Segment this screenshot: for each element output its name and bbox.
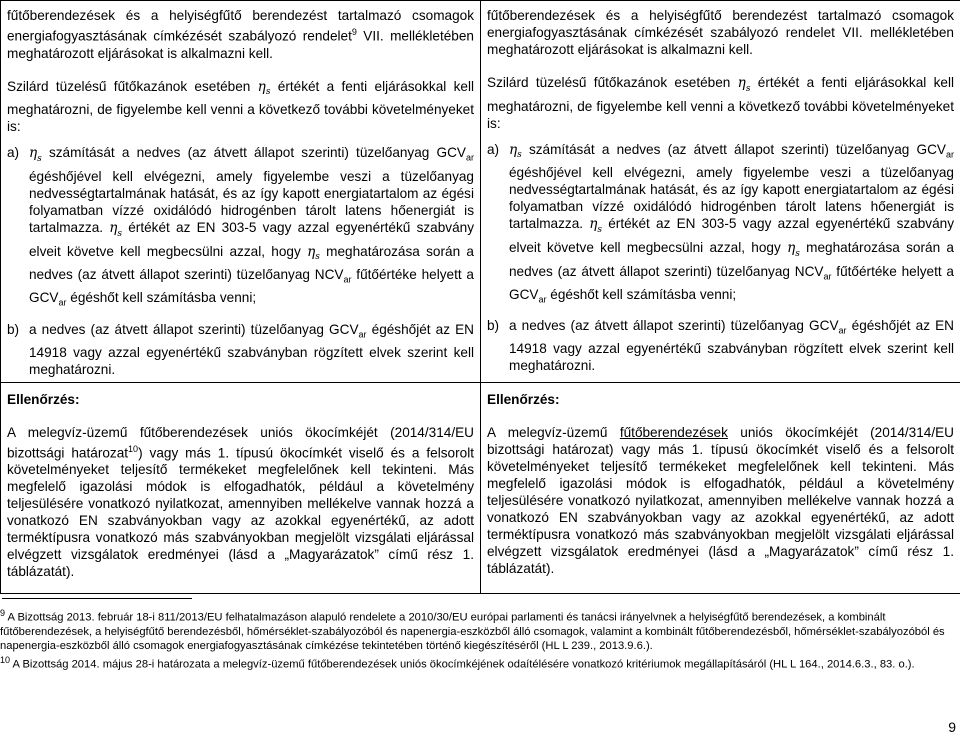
right-verification-text: A melegvíz-üzemű fűtőberendezések uniós ökocímkéjét (2014/314/EU bizottsági határozat) vagy más 1. típusú ökocímkét viselő és a felsorolt követelményeket teljesítő termékeket megfelelőnek kell tekinteni. Más megfelelő igazolási módok is elfogadhatók, például a követelmény teljesülésére vonatkozó nyilatkozat, amennyiben mellékelve vannak hozzá a vonatkozó EN szabványokban vagy az azokkal egyenértékű, az adott terméktípusra vonatkozó más szabványokban megjelölt vizsgálati eljárással elvégzett vizsgálatok eredményei (lásd a „Magyarázatok” című rész 1. táblázatát).	[487, 424, 954, 576]
right-verification-cell	[481, 382, 960, 593]
table-row	[1, 382, 960, 593]
left-verification-heading: Ellenőrzés:	[7, 391, 80, 407]
footnote-9: $^9$ A Bizottság 2013. február 18-i 811/2013/EU felhatalmazáson alapuló rendelete a 2010/30/EU európai parlamenti és tanácsi irányelvnek a helyiségfűtő berendezések, a kombinált fűtőberendezések, a helyiségfűtő berendezésből, hőmérséklet-szabályozóból és napenergia-eszközből álló csomagok, valamint a kombinált fűtőberendezésből, hőmérséklet-szabályozóból és napenergia-eszközből álló csomagok energiafogyasztásának címkézése tekintetében történő kiegészítéséről (HL L 239., 2013.9.6.).	[0, 608, 945, 652]
table-row	[1, 1, 960, 383]
footnote-ref-9[interactable]: 9	[351, 27, 357, 37]
left-verification-cell	[1, 382, 481, 593]
right-solid-fuel-paragraph: Szilárd tüzelésű fűtőkazánok esetében $\eta_s$ értékét a fenti eljárásokkal kell meghatározni, de figyelembe kell venni a következő további követelményeket is:	[487, 75, 954, 131]
left-item-b: b) a nedves (az átvett állapot szerinti) tüzelőanyag $GCV_{ar}$ égéshőjét az EN 14918 vagy azzal egyenértékű szabványban rögzített elvek szerint kell meghatározni.	[7, 321, 474, 377]
right-item-a: a) $\eta_s$ számítását a nedves (az átvett állapot szerinti) tüzelőanyag $GCV_{ar}$ égéshőjével kell elvégezni, amely figyelembe veszi a tüzelőanyag nedvességtartalmának hatását, és az így kapott energiatartalom az égési folyamatban vízzé oxidálódó hidrogénben tárolt latens hőenergiát is tartalmazza. $\eta_s$ értékét az EN 303-5 vagy azzal egyenértékű szabvány elveit követve kell megbecsülni azzal, hogy $\eta_s$ meghatározása során a nedves (az átvett állapot szerinti) tüzelőanyag $NCV_{ar}$ fűtőértéke helyett a $GCV_{ar}$ égéshőt kell számításba venni;	[487, 141, 954, 305]
footnote-10: $^{10}$ A Bizottság 2014. május 28-i határozata a melegvíz-üzemű fűtőberendezések uniós ökocímkéjének odaítélésére vonatkozó kritériumok megállapításáról (HL L 164., 2014.6.3., 83. o.).	[0, 654, 915, 671]
left-intro-paragraph: fűtőberendezések és a helyiségfűtő berendezést tartalmazó csomagok energiafogyasztásának címkézését szabályozó rendelet$^9$ VII. mellékletében meghatározott eljárásokat is alkalmazni kell.	[7, 8, 474, 61]
footnote-separator	[2, 598, 192, 599]
right-verification-heading: Ellenőrzés:	[487, 391, 560, 407]
right-intro-paragraph: fűtőberendezések és a helyiségfűtő berendezést tartalmazó csomagok energiafogyasztásának címkézését szabályozó rendelet VII. mellékletében meghatározott eljárásokat is alkalmazni kell.	[487, 8, 954, 57]
right-requirements-cell	[481, 1, 960, 383]
left-verification-text: A melegvíz-üzemű fűtőberendezések uniós ökocímkéjét (2014/314/EU bizottsági határozat$^{10}$) vagy más 1. típusú ökocímkét viselő és a felsorolt követelményeket teljesítő termékeket megfelelőnek kell tekinteni. Más megfelelő igazolási módok is elfogadhatók, például a követelmény teljesülésére vonatkozó nyilatkozat, amennyiben mellékelve vannak hozzá a vonatkozó EN szabványokban vagy az azokkal egyenértékű, az adott terméktípusra vonatkozó más szabványokban megjelölt vizsgálati eljárással elvégzett vizsgálatok eredményei (lásd a „Magyarázatok” című rész 1. táblázatát).	[7, 424, 474, 580]
right-item-b: b) a nedves (az átvett állapot szerinti) tüzelőanyag $GCV_{ar}$ égéshőjét az EN 14918 vagy azzal egyenértékű szabványban rögzített elvek szerint kell meghatározni.	[487, 318, 954, 374]
footnote-ref-10[interactable]: 10	[128, 443, 139, 454]
footnotes	[0, 606, 950, 671]
left-requirements-cell	[1, 1, 481, 383]
left-solid-fuel-paragraph: Szilárd tüzelésű fűtőkazánok esetében $\eta_s$ értékét a fenti eljárásokkal kell meghatározni, de figyelembe kell venni a következő további követelményeket is:	[7, 78, 474, 135]
left-item-a: a) $\eta_s$ számítását a nedves (az átvett állapot szerinti) tüzelőanyag $GCV_{ar}$ égéshőjével kell elvégezni, amely figyelembe veszi a tüzelőanyag nedvességtartalmának hatását, és az így kapott energiatartalom az égési folyamatban vízzé oxidálódó hidrogénben tárolt latens hőenergiát is tartalmazza. $\eta_s$ értékét az EN 303-5 vagy azzal egyenértékű szabvány elveit követve kell megbecsülni azzal, hogy $\eta_s$ meghatározása során a nedves (az átvett állapot szerinti) tüzelőanyag $NCV_{ar}$ fűtőértéke helyett a $GCV_{ar}$ égéshőt kell számításba venni;	[7, 145, 474, 308]
page-number: 9	[948, 719, 956, 735]
